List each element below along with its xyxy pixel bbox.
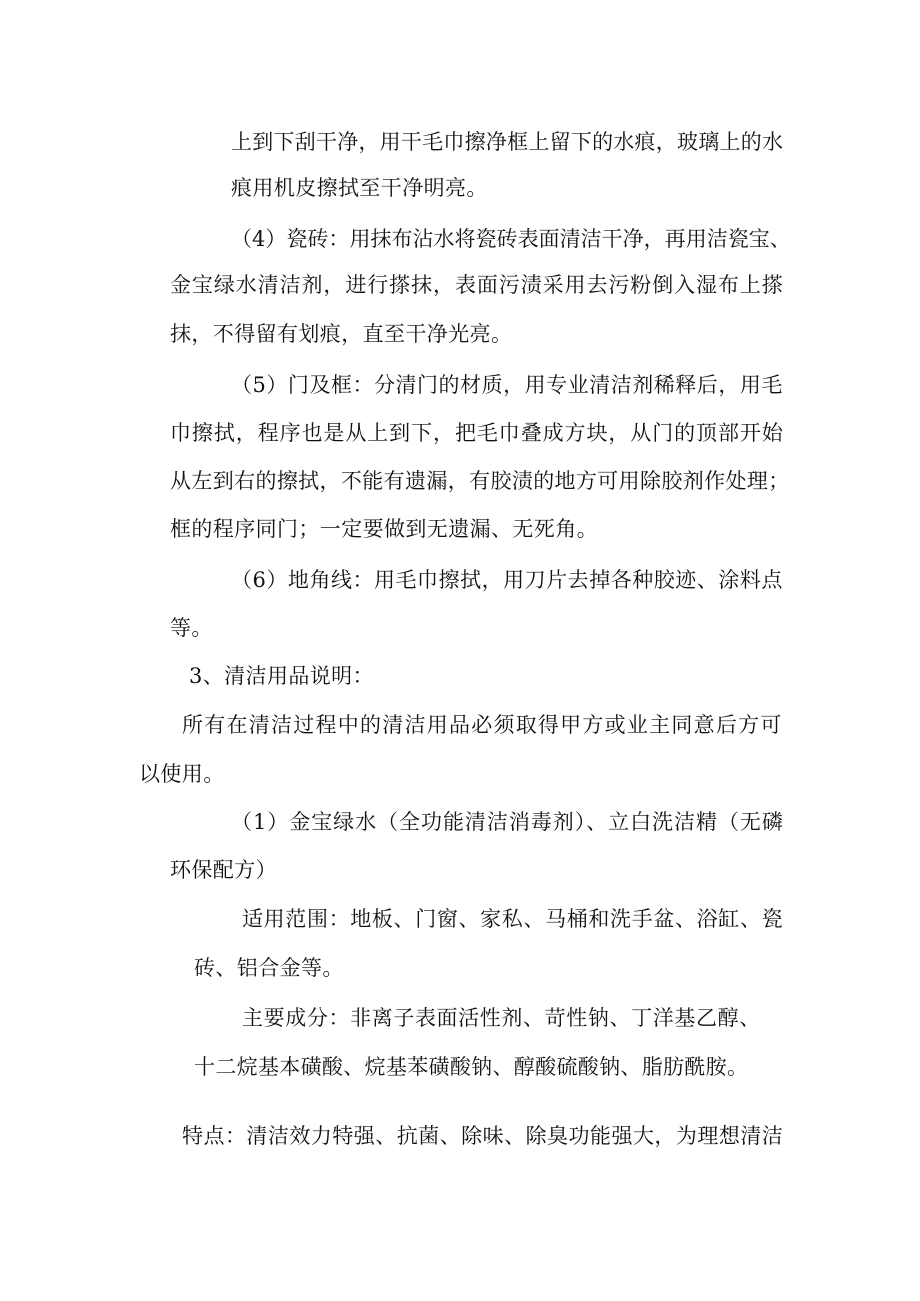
text-line: （6）地角线：用毛巾擦拭，用刀片去掉各种胶迹、涂料点 <box>231 568 783 592</box>
section-heading: 3、清洁用品说明： <box>189 664 374 688</box>
text-line: （4）瓷砖：用抹布沾水将瓷砖表面清洁干净，再用洁瓷宝、 <box>231 227 791 251</box>
text-line: （1）金宝绿水（全功能清洁消毒剂）、立白洗洁精（无磷 <box>231 810 784 834</box>
text-line: 以使用。 <box>139 762 225 786</box>
text-line: 十二烷基本磺酸、烷基苯磺酸钠、醇酸硫酸钠、脂肪酰胺。 <box>194 1055 749 1079</box>
text-line: 框的程序同门；一定要做到无遗漏、无死角。 <box>170 517 598 541</box>
text-line: 环保配方） <box>170 858 277 882</box>
text-line: 上到下刮干净，用干毛巾擦净框上留下的水痕，玻璃上的水 <box>231 130 784 154</box>
text-line: 金宝绿水清洁剂，进行搽抹，表面污渍采用去污粉倒入湿布上搽 <box>170 273 784 297</box>
text-line: 抹，不得留有划痕，直至干净光亮。 <box>170 322 513 346</box>
text-line: 适用范围：地板、门窗、家私、马桶和洗手盆、浴缸、瓷 <box>242 907 784 931</box>
text-line: 从左到右的擦拭，不能有遗漏，有胶渍的地方可用除胶剂作处理； <box>170 469 790 493</box>
text-line: 等。 <box>170 616 213 640</box>
text-line: 特点：清洁效力特强、抗菌、除味、除臭功能强大，为理想清洁 <box>182 1124 784 1148</box>
text-line: 砖、铝合金等。 <box>194 956 344 980</box>
text-line: 巾擦拭，程序也是从上到下，把毛巾叠成方块，从门的顶部开始 <box>170 421 784 445</box>
text-line: 主要成分：非离子表面活性剂、苛性钠、丁洋基乙醇、 <box>242 1006 761 1030</box>
text-line: （5）门及框：分清门的材质，用专业清洁剂稀释后，用毛 <box>231 373 783 397</box>
text-line: 所有在清洁过程中的清洁用品必须取得甲方或业主同意后方可 <box>182 713 783 737</box>
text-line: 痕用机皮擦拭至干净明亮。 <box>231 176 488 200</box>
